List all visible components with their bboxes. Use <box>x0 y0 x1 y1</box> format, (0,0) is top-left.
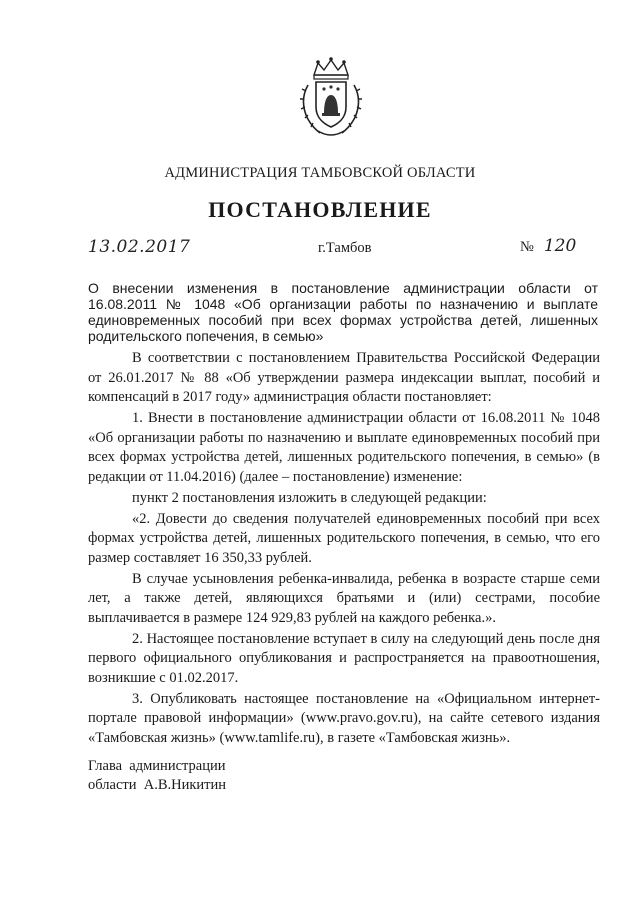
authority-title: АДМИНИСТРАЦИЯ ТАМБОВСКОЙ ОБЛАСТИ <box>164 165 476 181</box>
city-label: г.Тамбов <box>318 240 372 256</box>
tambov-coat-of-arms-icon <box>294 55 368 139</box>
handwritten-number: 120 <box>543 236 577 256</box>
signature-name: области А.В.Никитин <box>88 777 227 793</box>
body-paragraph: пункт 2 постановления изложить в следующей редакции: <box>132 489 487 506</box>
handwritten-date: 13.02.2017 <box>88 237 191 257</box>
body-paragraph: 3. Опубликовать настоящее постановление на «Официальном интернет-портале правовой информации» (www.pravo.gov.ru), на сайте сетевого издания «Тамбовская жизнь» (www.tamlife.ru), в газете «Тамбовская жизнь». <box>88 690 600 746</box>
signature-block <box>88 757 226 795</box>
document-subject: О внесении изменения в постановление администрации области от 16.08.2011 № 1048 «Об организации работы по назначению и выплате единовременных пособий при всех формах устройства детей, лишенных родительского попечения, в семью» <box>88 280 598 344</box>
body-paragraph: 1. Внести в постановление администрации области от 16.08.2011 № 1048 «Об организации работы по назначению и выплате единовременных пособий при всех формах устройства детей, лишенных родительского попечения, в семью» (в редакции от 11.04.2016) (далее – постановление) изменение: <box>88 410 600 485</box>
document-body <box>88 349 600 750</box>
body-paragraph: 2. Настоящее постановление вступает в силу на следующий день после дня первого официального опубликования и распространяется на правоотношения, возникшие с 01.02.2017. <box>88 630 600 686</box>
document-number <box>520 236 576 256</box>
body-paragraph: «2. Довести до сведения получателей единовременных пособий при всех формах устройства детей, лишенных родительского попечения, в семью, что его размер составляет 16 350,33 рублей. <box>88 510 600 566</box>
document-type-title: ПОСТАНОВЛЕНИЕ <box>208 197 432 222</box>
date-number-line <box>88 236 598 262</box>
body-paragraph: В случае усыновления ребенка-инвалида, ребенка в возрасте старше семи лет, а также детей, являющихся братьями и (или) сестрами, пособие выплачивается в размере 124 929,83 рублей на каждого ребенка.». <box>88 570 600 626</box>
number-sign: № <box>520 239 534 255</box>
signature-position: Глава администрации <box>88 758 226 774</box>
body-paragraph: В соответствии с постановлением Правительства Российской Федерации от 26.01.2017 № 88 «Об утверждении размера индексации выплат, пособий и компенсаций в 2017 году» администрация области постановляет: <box>88 350 600 405</box>
